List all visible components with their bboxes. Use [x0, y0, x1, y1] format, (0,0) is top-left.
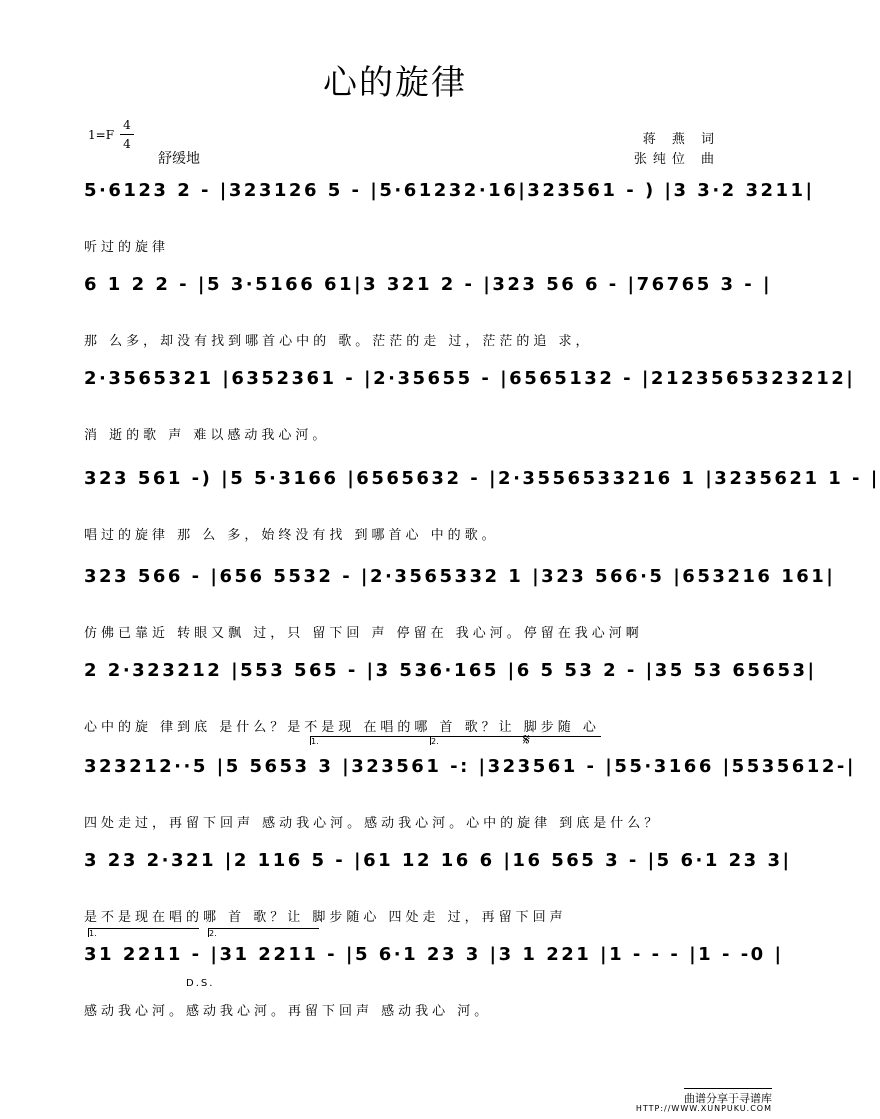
composer-credit: 张纯位 曲 — [633, 152, 720, 167]
staff-lyrics: 仿佛已靠近 转眼又飘 过，只 留下回 声 停留在 我心河。停留在我心河啊 — [84, 626, 643, 641]
staff-notes: 2·3565321 |6352361 - |2·35655 - |6565132 - |2123565323212| — [84, 368, 856, 389]
staff-lyrics: 感动我心河。感动我心河。再留下回声 感动我心 河。 — [84, 1004, 492, 1019]
segno-sign: 𝄋 — [523, 730, 530, 749]
staff-lyrics: 是不是现在唱的哪 首 歌？让 脚步随心 四处走 过，再留下回声 — [84, 910, 567, 925]
footer-url: HTTP://WWW.XUNPUKU.COM — [635, 1104, 772, 1113]
staff-notes: 323 561 -) |5 5·3166 |6565632 - |2·3556533216 1 |3235621 1 - | — [84, 468, 880, 489]
volta-2-ending: 2. — [208, 928, 319, 937]
time-signature — [120, 118, 134, 151]
staff-lyrics: 唱过的旋律 那 么 多，始终没有找 到哪首心 中的歌。 — [84, 528, 499, 543]
staff-lyrics: 消 逝的歌 声 难以感动我心河。 — [84, 428, 330, 443]
staff-lyrics: 心中的旋 律到底 是什么？是不是现 在唱的哪 首 歌？让 脚步随 心 — [84, 720, 600, 735]
staff-notes: 6 1 2 2 - |5 3·5166 61|3 321 2 - |323 56 6 - |76765 3 - | — [84, 274, 773, 295]
time-denominator: 4 — [123, 137, 131, 151]
volta-2: 2. — [430, 736, 601, 745]
footer-watermark: 曲谱分享于寻谱库 — [684, 1088, 772, 1106]
staff-notes: 5·6123 2 - |323126 5 - |5·61232·16|323561 - ) |3 3·2 3211| — [84, 180, 815, 201]
key-signature: 1=F — [88, 128, 115, 142]
staff-lyrics: 听过的旋律 — [84, 240, 170, 255]
staff-notes: 2 2·323212 |553 565 - |3 536·165 |6 5 53 2 - |35 53 65653| — [84, 660, 817, 681]
staff-lyrics: 四处走过，再留下回声 感动我心河。感动我心河。心中的旋律 到底是什么？ — [84, 816, 662, 831]
volta-1: 1. — [310, 736, 511, 745]
staff-notes: 31 2211 - |31 2211 - |5 6·1 23 3 |3 1 221 |1 - - - |1 - -0 | — [84, 944, 784, 965]
song-title: 心的旋律 — [323, 63, 467, 103]
staff-notes: 323212··5 |5 5653 3 |323561 -: |323561 - |55·3166 |5535612-| — [84, 756, 856, 777]
lyricist-credit: 蒋 燕 词 — [642, 132, 720, 147]
staff-notes: 323 566 - |656 5532 - |2·3565332 1 |323 566·5 |653216 161| — [84, 566, 836, 587]
staff-lyrics: 那 么多，却没有找到哪首心中的 歌。茫茫的走 过，茫茫的追 求， — [84, 334, 593, 349]
volta-1-ending: 1. — [88, 928, 199, 937]
time-numerator: 4 — [123, 118, 131, 132]
staff-notes: 3 23 2·321 |2 116 5 - |61 12 16 6 |16 565 3 - |5 6·1 23 3| — [84, 850, 792, 871]
dal-segno-mark: D.S. — [186, 978, 215, 989]
tempo-marking: 舒缓地 — [158, 151, 200, 167]
